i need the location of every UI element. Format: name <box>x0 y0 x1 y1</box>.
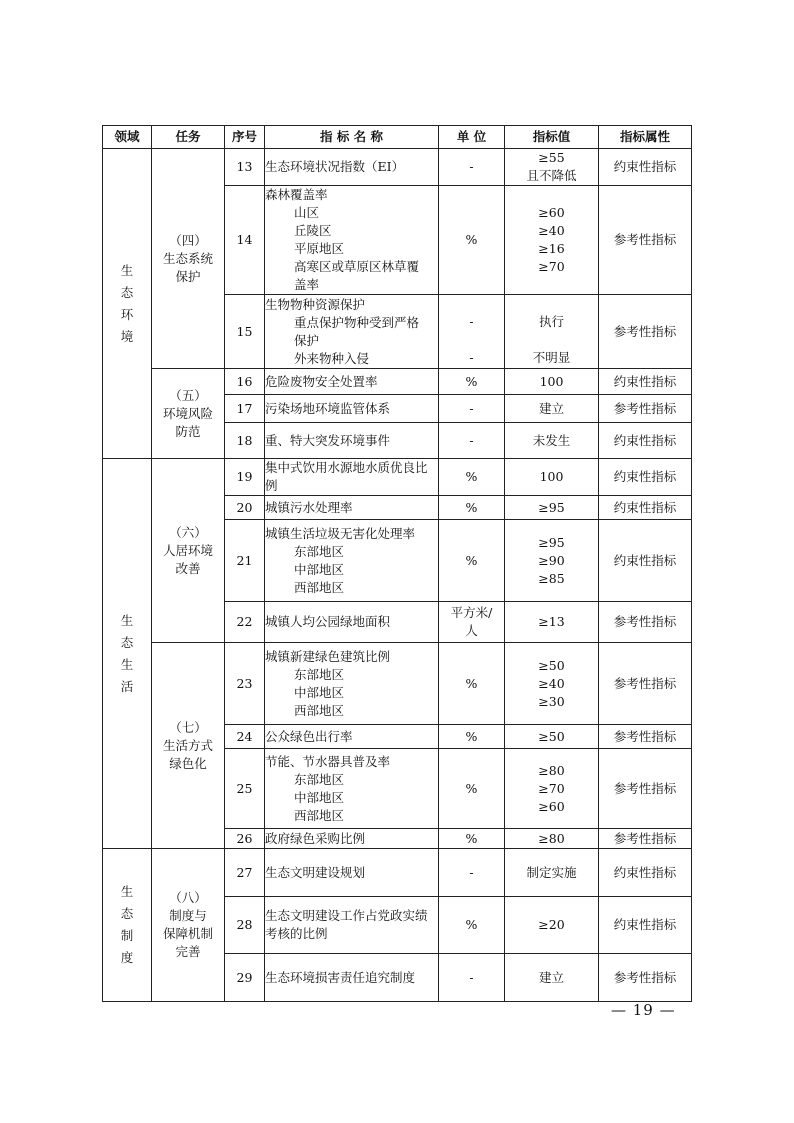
value-text: ≥90 <box>538 552 565 568</box>
task-label-line: 生态系统 <box>162 250 213 266</box>
indicator-name-cell <box>265 749 439 829</box>
unit-text: 人 <box>465 623 478 638</box>
indicator-name-line: 重、特大突发环境事件 <box>265 432 391 448</box>
table-row <box>103 369 692 395</box>
unit-text: % <box>465 917 478 932</box>
task-cell <box>152 149 225 369</box>
domain-cell <box>103 149 152 459</box>
value-text: ≥95 <box>538 499 565 515</box>
indicator-name-line: 山区 <box>294 205 320 220</box>
unit-cell <box>439 459 505 496</box>
unit-cell <box>439 602 505 643</box>
value-cell <box>505 643 599 725</box>
value-text: ≥50 <box>538 728 565 744</box>
value-text: ≥80 <box>538 762 565 778</box>
domain-cell <box>103 459 152 849</box>
task-cell <box>152 369 225 459</box>
unit-cell <box>439 897 505 954</box>
indicator-name-line: 东部地区 <box>294 771 345 787</box>
indicator-name-line: 污染场地环境监管体系 <box>265 400 391 416</box>
indicator-name-cell <box>265 849 439 897</box>
value-text: 且不降低 <box>526 168 577 183</box>
unit-cell <box>439 954 505 1002</box>
unit-cell <box>439 295 505 369</box>
row-number: 19 <box>225 459 265 496</box>
attribute-cell: 约束性指标 <box>599 459 692 496</box>
value-cell <box>505 423 599 459</box>
value-cell <box>505 897 599 954</box>
task-label-line: （五） <box>169 387 207 403</box>
row-number: 20 <box>225 496 265 520</box>
indicator-name-cell <box>265 149 439 186</box>
indicator-name-line: 生物物种资源保护 <box>265 296 366 312</box>
domain-cell <box>103 849 152 1002</box>
value-text: ≥70 <box>538 259 565 274</box>
row-number: 17 <box>225 395 265 423</box>
task-label-line: 生活方式 <box>162 737 213 753</box>
indicator-name-line: 城镇人均公园绿地面积 <box>265 614 391 629</box>
task-cell <box>152 643 225 849</box>
unit-text: - <box>469 432 474 448</box>
indicator-name-cell <box>265 186 439 295</box>
value-text: ≥95 <box>538 534 565 550</box>
unit-cell <box>439 829 505 849</box>
task-label-line: 保障机制 <box>162 926 213 941</box>
indicator-name-line: 城镇污水处理率 <box>265 499 353 515</box>
indicator-name-line: 平原地区 <box>294 241 345 256</box>
indicator-name-line: 节能、节水器具普及率 <box>265 753 391 769</box>
task-label-line: 绿色化 <box>169 755 207 771</box>
indicator-name-cell <box>265 459 439 496</box>
unit-text: - <box>469 400 474 416</box>
unit-text: - <box>469 314 474 329</box>
attribute-cell: 约束性指标 <box>599 520 692 602</box>
unit-text: % <box>465 675 478 691</box>
domain-label: 生 态 环 境 <box>120 262 134 344</box>
indicator-name-cell <box>265 369 439 395</box>
page-number: — 19 — <box>611 1001 676 1019</box>
value-cell <box>505 369 599 395</box>
indicator-name-cell <box>265 395 439 423</box>
indicator-name-cell <box>265 725 439 749</box>
value-text: 不明显 <box>532 350 571 365</box>
value-text: 100 <box>539 373 564 389</box>
header-task: 任务 <box>152 126 225 149</box>
indicator-name-line: 中部地区 <box>294 561 345 577</box>
unit-text: % <box>465 232 478 247</box>
row-number: 23 <box>225 643 265 725</box>
header-value: 指标值 <box>505 126 599 149</box>
indicator-name-line: 西部地区 <box>294 579 345 595</box>
value-cell <box>505 459 599 496</box>
row-number: 25 <box>225 749 265 829</box>
indicator-table <box>102 125 692 1002</box>
attribute-cell: 参考性指标 <box>599 725 692 749</box>
indicator-name-line: 危险废物安全处置率 <box>265 373 378 389</box>
value-text: ≥80 <box>538 830 565 846</box>
indicator-name-line: 生态文明建设工作占党政实绩 <box>265 908 428 923</box>
unit-text: % <box>465 780 478 796</box>
task-label-line: 环境风险 <box>162 405 213 421</box>
unit-cell <box>439 423 505 459</box>
task-label-line: （八） <box>169 890 207 905</box>
indicator-name-line: 高寒区或草原区林草覆 <box>294 259 420 274</box>
value-text: 建立 <box>538 969 564 985</box>
indicator-name-cell <box>265 643 439 725</box>
task-label-line: （六） <box>169 524 207 540</box>
table-row <box>103 459 692 496</box>
value-cell <box>505 496 599 520</box>
attribute-cell: 约束性指标 <box>599 897 692 954</box>
header-attribute: 指标属性 <box>599 126 692 149</box>
unit-cell <box>439 520 505 602</box>
row-number: 18 <box>225 423 265 459</box>
row-number: 21 <box>225 520 265 602</box>
domain-label: 生 态 生 活 <box>120 612 134 694</box>
task-cell <box>152 459 225 643</box>
indicator-name-line: 重点保护物种受到严格 <box>294 314 420 330</box>
value-text: 100 <box>539 469 564 484</box>
header-domain: 领域 <box>103 126 152 149</box>
task-label-line: 防范 <box>175 423 201 439</box>
header-number: 序号 <box>225 126 265 149</box>
indicator-name-line: 东部地区 <box>294 543 345 559</box>
value-text: 制定实施 <box>526 864 577 880</box>
unit-text: % <box>465 830 478 846</box>
attribute-cell: 约束性指标 <box>599 849 692 897</box>
unit-text: - <box>469 969 474 985</box>
indicator-name-line: 西部地区 <box>294 702 345 718</box>
task-label-line: 制度与 <box>169 908 207 923</box>
indicator-name-cell <box>265 423 439 459</box>
unit-text: % <box>465 469 478 484</box>
value-text: ≥60 <box>538 205 565 220</box>
value-text: ≥50 <box>538 657 565 673</box>
unit-cell <box>439 395 505 423</box>
indicator-name-cell <box>265 496 439 520</box>
value-text: ≥40 <box>538 223 565 238</box>
attribute-cell: 约束性指标 <box>599 423 692 459</box>
value-text: 建立 <box>538 400 564 416</box>
unit-text: - <box>469 350 474 365</box>
attribute-cell: 约束性指标 <box>599 369 692 395</box>
row-number: 13 <box>225 149 265 186</box>
indicator-name-cell <box>265 602 439 643</box>
table-row <box>103 643 692 725</box>
indicator-name-cell <box>265 897 439 954</box>
indicator-name-line: 中部地区 <box>294 789 345 805</box>
value-text: ≥13 <box>538 614 565 629</box>
indicator-name-line: 生态环境状况指数（EI） <box>265 159 405 174</box>
value-text: ≥60 <box>538 798 565 814</box>
row-number: 24 <box>225 725 265 749</box>
row-number: 15 <box>225 295 265 369</box>
value-text: ≥16 <box>538 241 565 256</box>
indicator-name-line: 生态环境损害责任追究制度 <box>265 969 416 985</box>
unit-cell <box>439 149 505 186</box>
value-cell <box>505 829 599 849</box>
row-number: 29 <box>225 954 265 1002</box>
task-label-line: 改善 <box>175 560 201 576</box>
table-header-row <box>103 126 692 149</box>
unit-cell <box>439 496 505 520</box>
attribute-cell: 参考性指标 <box>599 395 692 423</box>
unit-text: % <box>465 552 478 568</box>
indicator-name-cell <box>265 520 439 602</box>
value-text: 执行 <box>538 314 564 329</box>
task-label-line: （七） <box>169 719 207 735</box>
unit-cell <box>439 849 505 897</box>
indicator-name-line: 西部地区 <box>294 807 345 823</box>
indicator-name-cell <box>265 954 439 1002</box>
indicator-name-line: 盖率 <box>294 277 320 292</box>
indicator-name-line: 森林覆盖率 <box>265 187 328 202</box>
indicator-name-line: 东部地区 <box>294 666 345 682</box>
indicator-name-line: 丘陵区 <box>294 223 332 238</box>
attribute-cell: 约束性指标 <box>599 149 692 186</box>
unit-cell <box>439 749 505 829</box>
attribute-cell: 参考性指标 <box>599 295 692 369</box>
table-row <box>103 849 692 897</box>
indicator-name-line: 城镇新建绿色建筑比例 <box>265 648 391 664</box>
value-cell <box>505 520 599 602</box>
value-text: ≥30 <box>538 693 565 709</box>
value-cell <box>505 395 599 423</box>
indicator-name-cell <box>265 295 439 369</box>
value-cell <box>505 186 599 295</box>
task-label-line: 完善 <box>175 944 201 959</box>
indicator-name-line: 城镇生活垃圾无害化处理率 <box>265 525 416 541</box>
indicator-name-line: 中部地区 <box>294 684 345 700</box>
row-number: 28 <box>225 897 265 954</box>
indicator-name-cell <box>265 829 439 849</box>
attribute-cell: 参考性指标 <box>599 186 692 295</box>
task-label-line: 人居环境 <box>162 542 213 558</box>
domain-label: 生 态 制 度 <box>120 884 134 965</box>
value-text: ≥70 <box>538 780 565 796</box>
attribute-cell: 参考性指标 <box>599 954 692 1002</box>
unit-cell <box>439 369 505 395</box>
indicator-name-line: 公众绿色出行率 <box>265 728 353 744</box>
row-number: 16 <box>225 369 265 395</box>
task-label-line: 保护 <box>175 268 201 284</box>
table-row <box>103 149 692 186</box>
unit-text: - <box>469 159 474 174</box>
value-text: ≥85 <box>538 570 565 586</box>
unit-text: % <box>465 499 478 515</box>
header-unit: 单 位 <box>439 126 505 149</box>
indicator-name-line: 外来物种入侵 <box>294 350 370 366</box>
attribute-cell: 参考性指标 <box>599 602 692 643</box>
attribute-cell: 参考性指标 <box>599 749 692 829</box>
indicator-name-line: 政府绿色采购比例 <box>265 830 366 846</box>
task-label-line: （四） <box>169 232 207 248</box>
unit-text: - <box>469 864 474 880</box>
row-number: 26 <box>225 829 265 849</box>
value-cell <box>505 954 599 1002</box>
unit-text: % <box>465 728 478 744</box>
value-text: ≥55 <box>538 150 565 165</box>
indicator-name-line: 考核的比例 <box>265 926 328 941</box>
value-cell <box>505 295 599 369</box>
header-indicator-name: 指 标 名 称 <box>265 126 439 149</box>
value-cell <box>505 749 599 829</box>
value-cell <box>505 602 599 643</box>
value-cell <box>505 149 599 186</box>
indicator-name-line: 集中式饮用水源地水质优良比例 <box>265 460 428 493</box>
value-cell <box>505 849 599 897</box>
unit-cell <box>439 725 505 749</box>
value-text: ≥40 <box>538 675 565 691</box>
attribute-cell: 参考性指标 <box>599 829 692 849</box>
row-number: 14 <box>225 186 265 295</box>
indicator-name-line: 生态文明建设规划 <box>265 864 366 880</box>
indicator-name-line: 保护 <box>294 332 320 348</box>
attribute-cell: 约束性指标 <box>599 496 692 520</box>
value-text: 未发生 <box>532 432 571 448</box>
task-cell <box>152 849 225 1002</box>
unit-cell <box>439 186 505 295</box>
unit-text: 平方米/ <box>450 605 493 620</box>
attribute-cell: 参考性指标 <box>599 643 692 725</box>
value-text: ≥20 <box>538 917 565 932</box>
unit-cell <box>439 643 505 725</box>
row-number: 27 <box>225 849 265 897</box>
value-cell <box>505 725 599 749</box>
row-number: 22 <box>225 602 265 643</box>
unit-text: % <box>465 373 478 389</box>
